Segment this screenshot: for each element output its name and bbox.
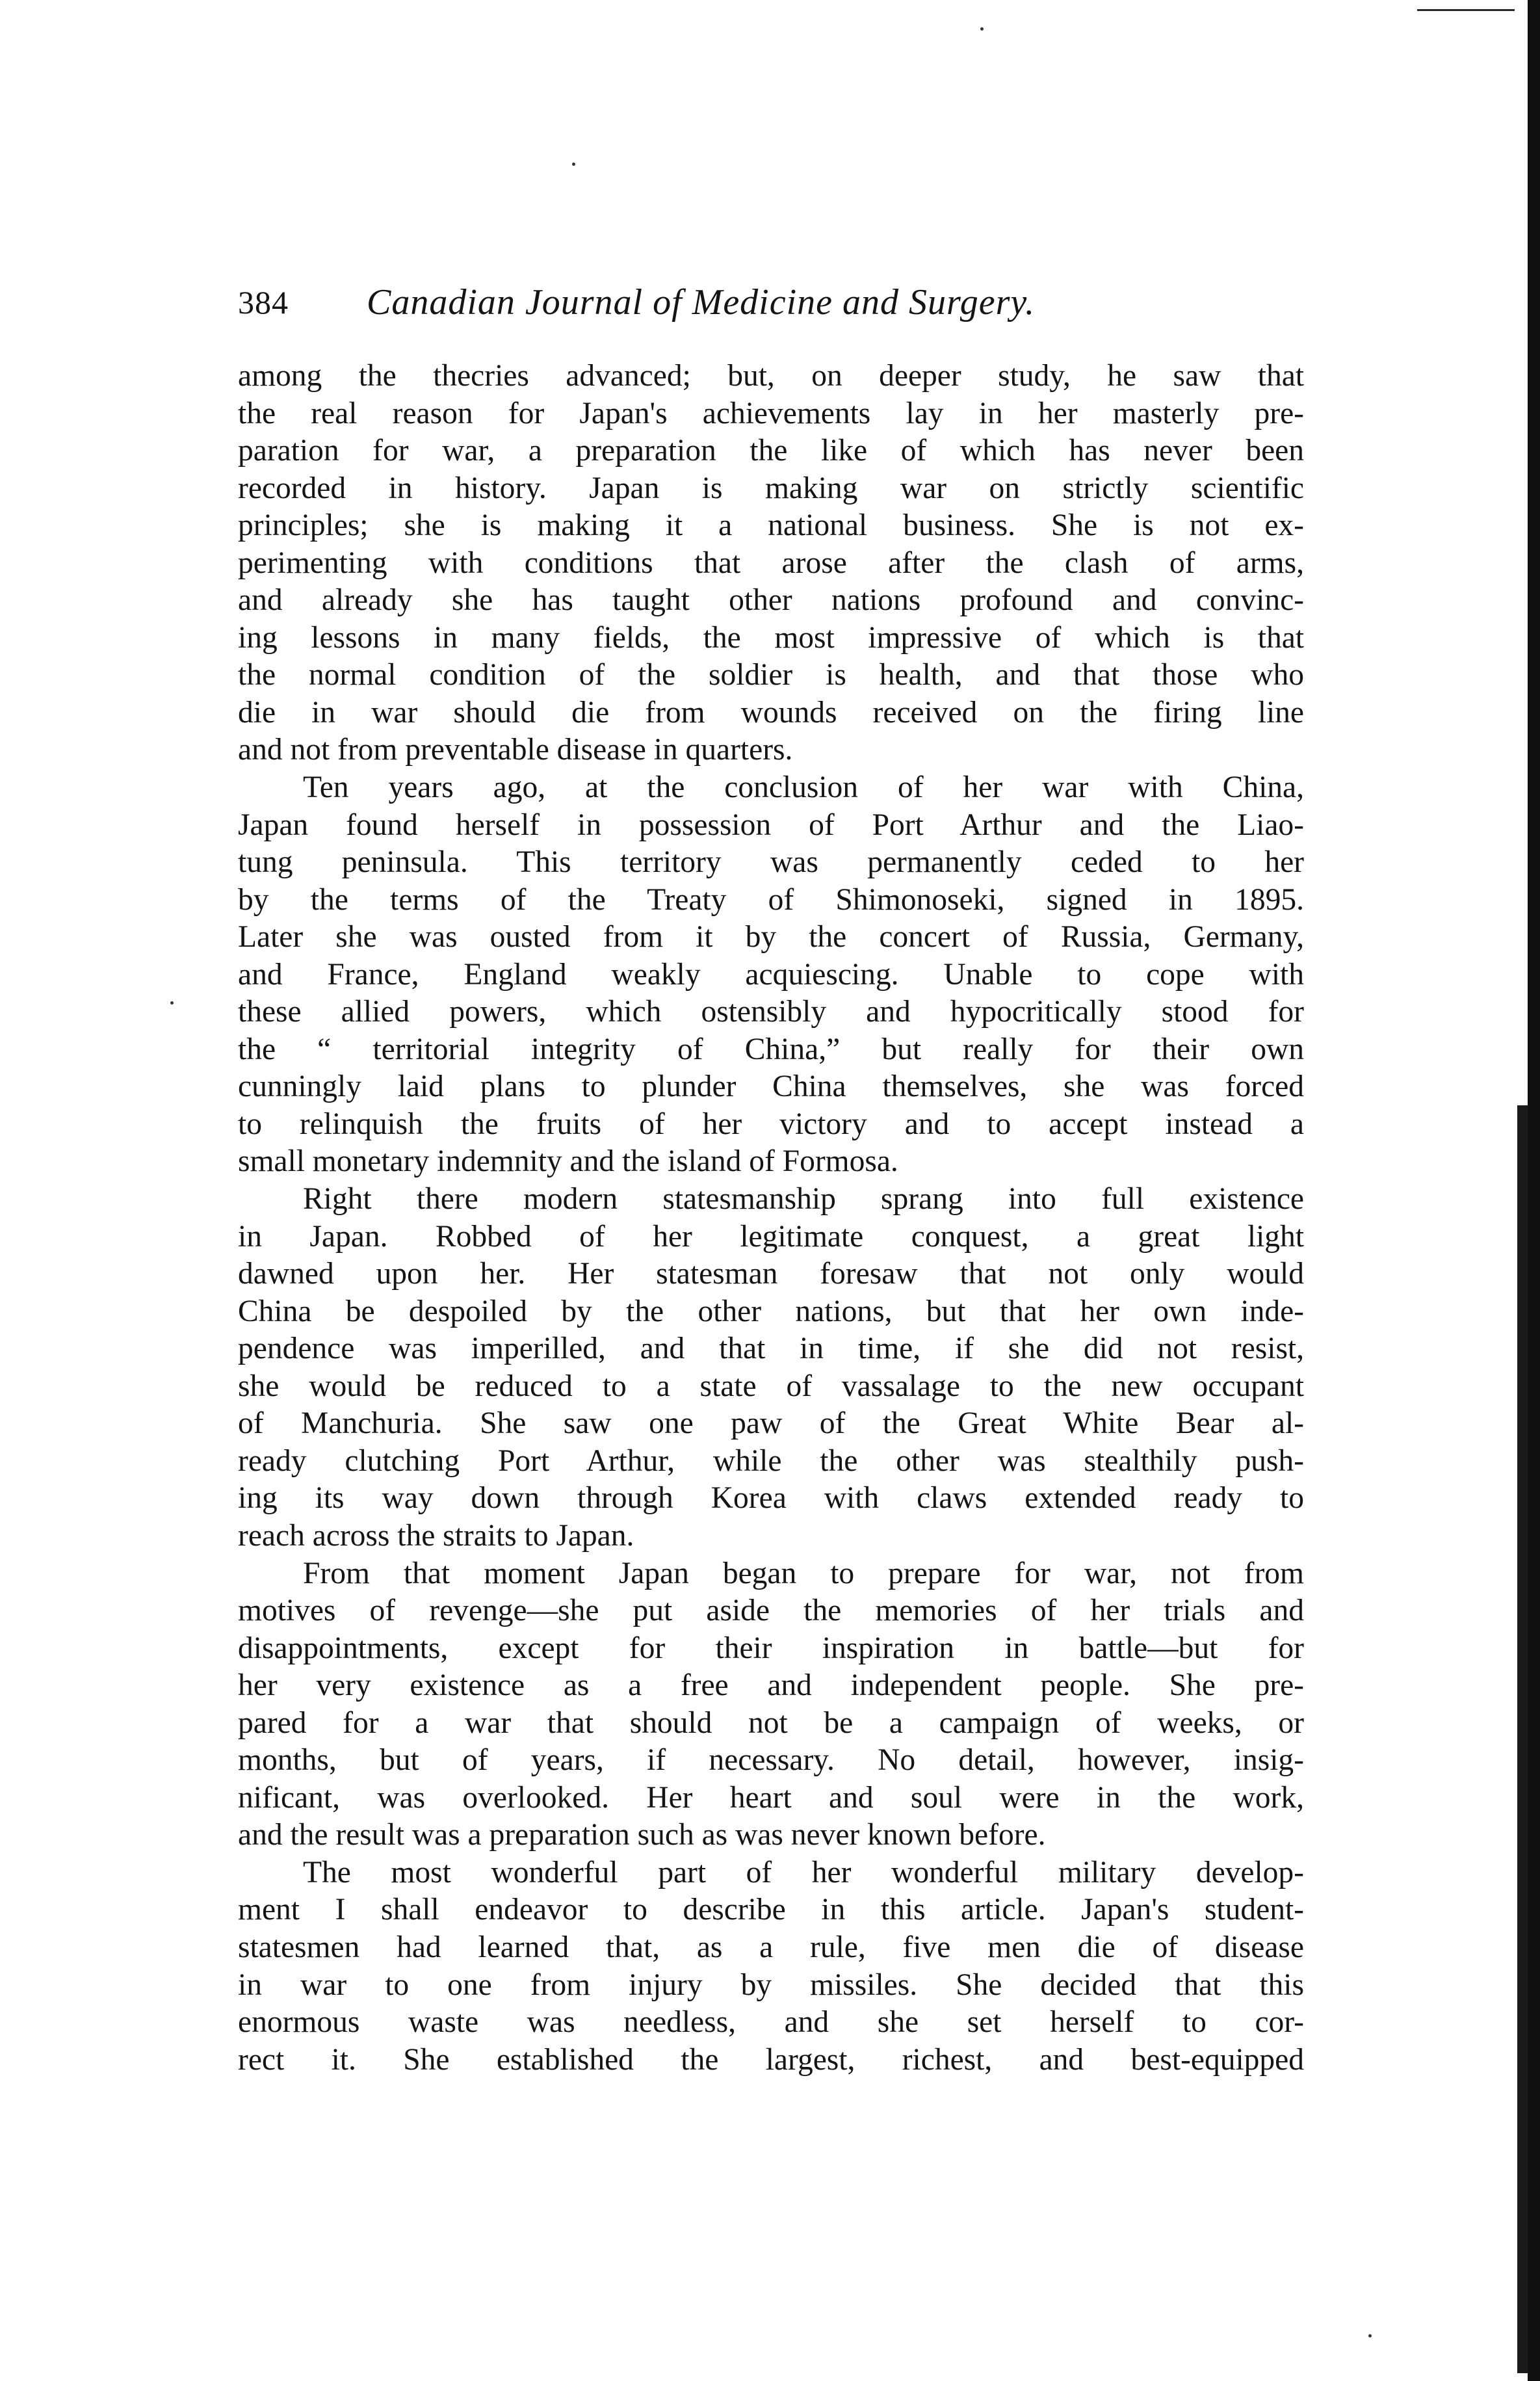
text-line: ing its way down through Korea with claws extended ready to <box>238 1481 1304 1516</box>
text-line: ment I shall endeavor to describe in this article. Japan's student- <box>238 1893 1304 1927</box>
text-line: reach across the straits to Japan. <box>238 1518 634 1553</box>
text-line: of Manchuria. She saw one paw of the Great White Bear al- <box>238 1406 1304 1441</box>
text-line: these allied powers, which ostensibly and hypocritically stood for <box>238 995 1304 1029</box>
running-header <box>238 273 1304 332</box>
running-title: Canadian Journal of Medicine and Surgery. <box>367 282 1036 322</box>
text-line: nificant, was overlooked. Her heart and soul were in the work, <box>238 1780 1304 1815</box>
text-line: disappointments, except for their inspiration in battle—but for <box>238 1631 1304 1665</box>
scan-edge-shadow <box>1472 0 1540 2381</box>
text-line: paration for war, a preparation the like of which has never been <box>238 434 1304 468</box>
paragraph-start-line: Right there modern statesmanship sprang into full existence <box>303 1182 1304 1217</box>
paragraph-start-line: The most wonderful part of her wonderful military develop- <box>303 1855 1304 1889</box>
text-line: and France, England weakly acquiescing. Unable to cope with <box>238 957 1304 992</box>
text-line: her very existence as a free and independent people. She pre- <box>238 1668 1304 1703</box>
text-line: and already she has taught other nations profound and convinc- <box>238 583 1304 618</box>
text-line: die in war should die from wounds received on the firing line <box>238 695 1304 730</box>
scan-edge-bar-inner <box>1517 1105 1528 2373</box>
text-line: tung peninsula. This territory was permanently ceded to her <box>238 845 1304 880</box>
text-line: principles; she is making it a national business. She is not ex- <box>238 508 1304 543</box>
scan-speck <box>170 1001 174 1005</box>
text-line: and the result was a preparation such as was never known before. <box>238 1818 1046 1852</box>
text-line: in Japan. Robbed of her legitimate conquest, a great light <box>238 1219 1304 1254</box>
text-line: rect it. She established the largest, richest, and best-equipped <box>238 2042 1304 2077</box>
text-line: the normal condition of the soldier is health, and that those who <box>238 658 1304 692</box>
text-line: and not from preventable disease in quarters. <box>238 733 793 767</box>
text-line: pendence was imperilled, and that in time, if she did not resist, <box>238 1332 1304 1366</box>
text-line: enormous waste was needless, and she set herself to cor- <box>238 2005 1304 2040</box>
text-line: in war to one from injury by missiles. She decided that this <box>238 1967 1304 2002</box>
text-line: among the thecries advanced; but, on deeper study, he saw that <box>238 359 1304 393</box>
text-line: perimenting with conditions that arose after the clash of arms, <box>238 546 1304 580</box>
scan-speck <box>572 163 575 166</box>
page-number: 384 <box>238 284 289 321</box>
text-line: dawned upon her. Her statesman foresaw that not only would <box>238 1257 1304 1291</box>
scan-edge-bar <box>1528 0 1540 2381</box>
text-line: the “ territorial integrity of China,” but really for their own <box>238 1032 1304 1066</box>
text-line: Japan found herself in possession of Port Arthur and the Liao- <box>238 808 1304 842</box>
paragraph-start-line: Ten years ago, at the conclusion of her war with China, <box>303 770 1304 805</box>
text-line: motives of revenge—she put aside the memories of her trials and <box>238 1594 1304 1628</box>
scan-speck <box>980 27 984 31</box>
text-line: ing lessons in many fields, the most impressive of which is that <box>238 620 1304 655</box>
paragraph-start-line: From that moment Japan began to prepare for war, not from <box>303 1556 1304 1590</box>
text-line: months, but of years, if necessary. No detail, however, insig- <box>238 1743 1304 1778</box>
text-line: she would be reduced to a state of vassalage to the new occupant <box>238 1369 1304 1403</box>
text-line: pared for a war that should not be a campaign of weeks, or <box>238 1705 1304 1740</box>
text-line: the real reason for Japan's achievements lay in her masterly pre- <box>238 396 1304 430</box>
scan-speck <box>1368 2334 1372 2337</box>
text-line: Later she was ousted from it by the concert of Russia, Germany, <box>238 920 1304 954</box>
text-line: to relinquish the fruits of her victory and to accept instead a <box>238 1107 1304 1141</box>
text-line: by the terms of the Treaty of Shimonoseki, signed in 1895. <box>238 882 1304 917</box>
text-line: statesmen had learned that, as a rule, five men die of disease <box>238 1930 1304 1964</box>
text-line: cunningly laid plans to plunder China themselves, she was forced <box>238 1070 1304 1104</box>
text-line: ready clutching Port Arthur, while the other was stealthily push- <box>238 1443 1304 1478</box>
text-line: China be despoiled by the other nations, but that her own inde- <box>238 1294 1304 1328</box>
article-body <box>238 358 1304 2079</box>
text-line: small monetary indemnity and the island of Formosa. <box>238 1144 898 1179</box>
text-line: recorded in history. Japan is making war on strictly scientific <box>238 471 1304 505</box>
